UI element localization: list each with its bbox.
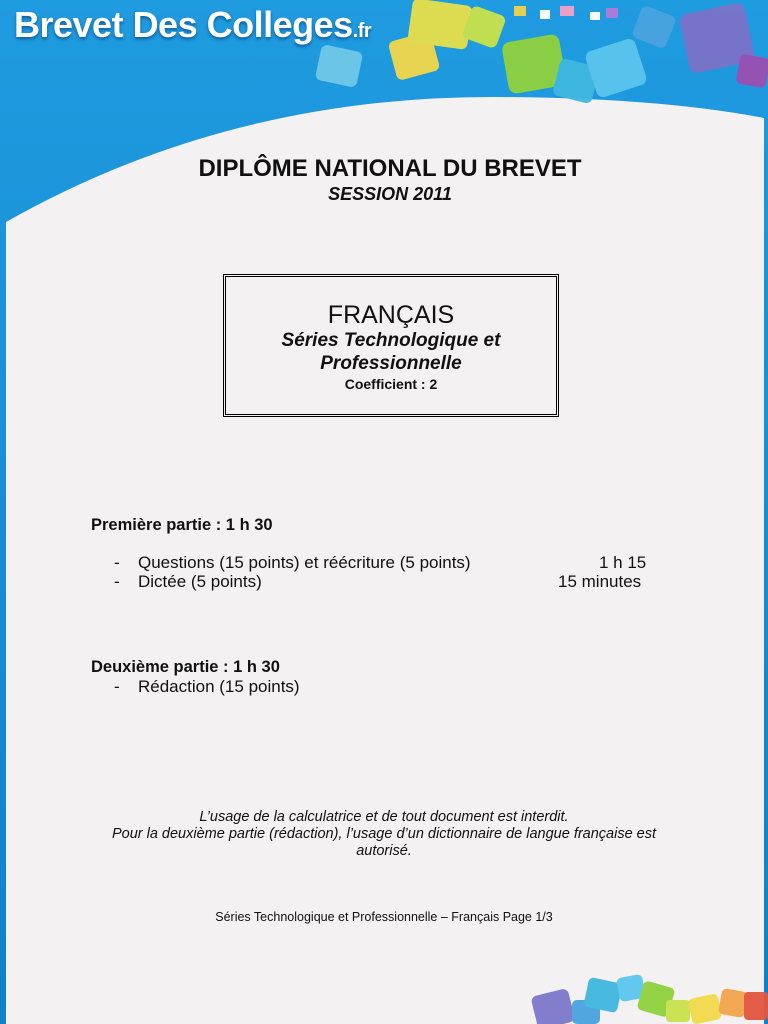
list-dash: - [114,553,120,572]
part-1-title: Première partie : 1 h 30 [91,516,273,534]
note-line-3: autorisé. [356,843,412,859]
part-2-title: Deuxième partie : 1 h 30 [91,658,280,676]
coefficient: Coefficient : 2 [344,376,438,392]
logo-main-text: Brevet Des Colleges [14,4,353,45]
note-line-1: L’usage de la calculatrice et de tout document est interdit. [199,809,569,825]
subject-name: FRANÇAIS [327,301,455,329]
series-line-1: Séries Technologique et [281,330,501,351]
part-1-item-1-label: Questions (15 points) et réécriture (5 points) [138,553,471,572]
site-logo[interactable] [14,4,371,46]
page-footer: Séries Technologique et Professionnelle – Français Page 1/3 [215,910,553,924]
part-1-item-1 [114,553,471,573]
series-line-2: Professionnelle [320,353,462,374]
part-1-item-1-duration: 1 h 15 [599,553,647,572]
logo-tld-text: .fr [352,20,372,42]
exam-title: DIPLÔME NATIONAL DU BREVET [198,155,582,182]
note-line-2: Pour la deuxième partie (rédaction), l’usage d’un dictionnaire de langue française est [111,826,657,842]
part-1-item-2 [114,572,262,592]
part-1-item-2-label: Dictée (5 points) [138,572,262,591]
list-dash: - [114,572,120,591]
list-dash: - [114,677,120,696]
part-1-item-2-duration: 15 minutes [558,572,642,591]
session-label: SESSION 2011 [328,184,452,204]
part-2-item-1-label: Rédaction (15 points) [138,677,300,696]
part-2-item-1 [114,677,300,697]
subject-box [223,274,559,417]
